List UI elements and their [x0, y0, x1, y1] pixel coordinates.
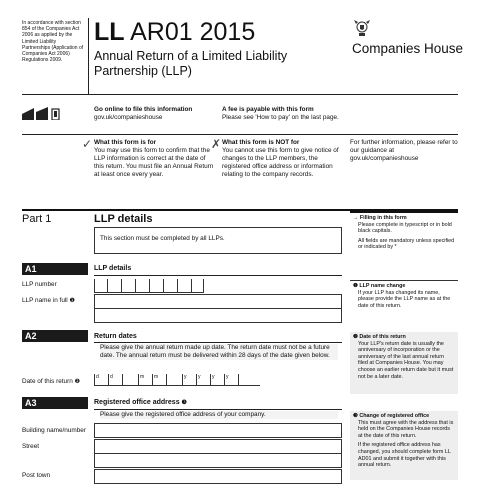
online-block [94, 106, 214, 122]
form-for-heading: What this form is for [94, 139, 157, 146]
section-a3-tag: A3 [22, 397, 88, 409]
llp-number-label: LLP number [22, 281, 57, 288]
date-sidebar-heading: ❷ Date of this return [353, 334, 406, 340]
date-hint-m2: m [154, 374, 159, 380]
date-input[interactable] [94, 374, 260, 386]
form-code-rest: AR01 2015 [130, 18, 256, 46]
date-hint-d1: d [96, 374, 99, 380]
section-a2-tag: A2 [22, 330, 88, 342]
registered-office-sidebar [350, 411, 458, 480]
info-icon: ❸ [181, 400, 187, 406]
street-input-1[interactable] [94, 439, 342, 454]
form-not-for-heading: What this form is NOT for [222, 139, 300, 146]
date-hint-y4: y [226, 374, 229, 380]
form-not-for-text: You cannot use this form to give notice of changes to the LLP members, the registered office address or information relating to the company records. [222, 147, 339, 178]
form-for-block [94, 139, 214, 179]
llp-name-change-sidebar [350, 280, 458, 318]
online-divider [22, 134, 458, 135]
part1-intro: This section must be completed by all LLPs. [100, 235, 225, 242]
building-label: Building name/number [22, 427, 86, 434]
date-hint-y1: y [184, 374, 187, 380]
date-hint-d2: d [110, 374, 113, 380]
form-for-text: You may use this form to confirm that the LLP information is correct at the date of this return. You must file an Annual Return at least once every year. [94, 147, 214, 178]
llp-name-input-2[interactable] [94, 308, 342, 323]
online-url[interactable]: gov.uk/companieshouse [94, 114, 163, 121]
section-a1-tag: A1 [22, 263, 88, 275]
registered-office-text1: This must agree with the address that is held on the Companies House records at the date of this return. [358, 419, 454, 439]
form-title-line1: Annual Return of a Limited Liability [94, 49, 288, 63]
date-sidebar [350, 332, 458, 394]
a1-title-rule [94, 275, 342, 276]
crest-icon [352, 18, 372, 38]
form-not-for-block [222, 139, 342, 179]
online-filing-icon [22, 106, 66, 120]
form-code [94, 18, 255, 46]
filling-text: Please complete in typescript or in bold black capitals. [358, 221, 452, 235]
info-icon: ❸ [353, 413, 360, 419]
form-title-line2: Partnership (LLP) [94, 64, 192, 78]
date-label: Date of this return ❷ [22, 378, 80, 385]
llp-number-input[interactable] [94, 279, 204, 293]
town-input[interactable] [94, 469, 342, 484]
llp-name-change-text: If your LLP has changed its name, please provide the LLP name as at the date of this return. [358, 289, 451, 309]
fee-text: Please see 'How to pay' on the last page. [222, 114, 339, 121]
crest-logo [352, 18, 372, 38]
fee-block [222, 106, 342, 122]
registered-office-heading: ❸ Change of registered office [353, 413, 430, 419]
registered-office-text2: If the registered office address has changed, you should complete form LL AD01 and submit it together with this annual return. [358, 442, 451, 469]
header-divider-v [88, 18, 89, 94]
date-sidebar-text: Your LLP's return date is usually the anniversary of incorporation or the anniversary of the last annual return filed at Companies House. You may choose an earlier return date but it must not be a later date. [358, 340, 454, 380]
cross-icon: ✗ [211, 137, 222, 151]
part1-label: Part 1 [22, 213, 52, 225]
form-code-prefix: LL [94, 18, 125, 46]
further-info: For further information, please refer to our guidance at gov.uk/companieshouse [350, 139, 458, 162]
llp-name-input-1[interactable] [94, 294, 342, 309]
form-title [94, 49, 324, 79]
section-a3-title: Registered office address ❸ [94, 399, 187, 406]
filling-heading: → Filling in this form [353, 215, 407, 221]
info-icon: ❷ [74, 379, 80, 385]
part1-title: LLP details [94, 213, 153, 225]
llp-name-label: LLP name in full ❶ [22, 297, 75, 304]
mandatory-text: All fields are mandatory unless specified or indicated by * [358, 237, 455, 251]
date-hint-y2: y [198, 374, 201, 380]
online-heading: Go online to file this information [94, 106, 193, 113]
section-a1-title: LLP details [94, 265, 132, 272]
legal-note: In accordance with section 854 of the Companies Act 2006 as applied by the Limited Liability Partnerships (Application of Companies Act 2006) Regulations 2009. [22, 20, 84, 64]
a3-instructions: Please give the registered office address of your company. [100, 411, 338, 419]
street-label: Street [22, 443, 40, 450]
check-icon: ✓ [82, 137, 93, 151]
section-a2-title: Return dates [94, 333, 137, 340]
info-icon: ❶ [353, 283, 360, 289]
filling-sidebar [350, 211, 458, 258]
fee-heading: A fee is payable with this form [222, 106, 314, 113]
brand-name: Companies House [352, 41, 464, 56]
header-divider [22, 94, 458, 95]
a3-title-rule [94, 409, 342, 410]
a2-title-rule [94, 342, 342, 343]
street-input-2[interactable] [94, 453, 342, 468]
date-hint-y3: y [212, 374, 215, 380]
town-label: Post town [22, 472, 51, 479]
date-hint-m1: m [140, 374, 145, 380]
arrow-icon: → [353, 215, 360, 221]
part1-intro-box [94, 227, 342, 254]
llp-name-change-heading: ❶ LLP name change [353, 283, 406, 289]
a2-instructions: Please give the annual return made up date. The return date must not be a future date. The annual return must be delivered within 28 days of the date given below. [100, 344, 338, 360]
building-input[interactable] [94, 423, 342, 438]
info-icon: ❷ [353, 334, 360, 340]
info-icon: ❶ [69, 298, 75, 304]
